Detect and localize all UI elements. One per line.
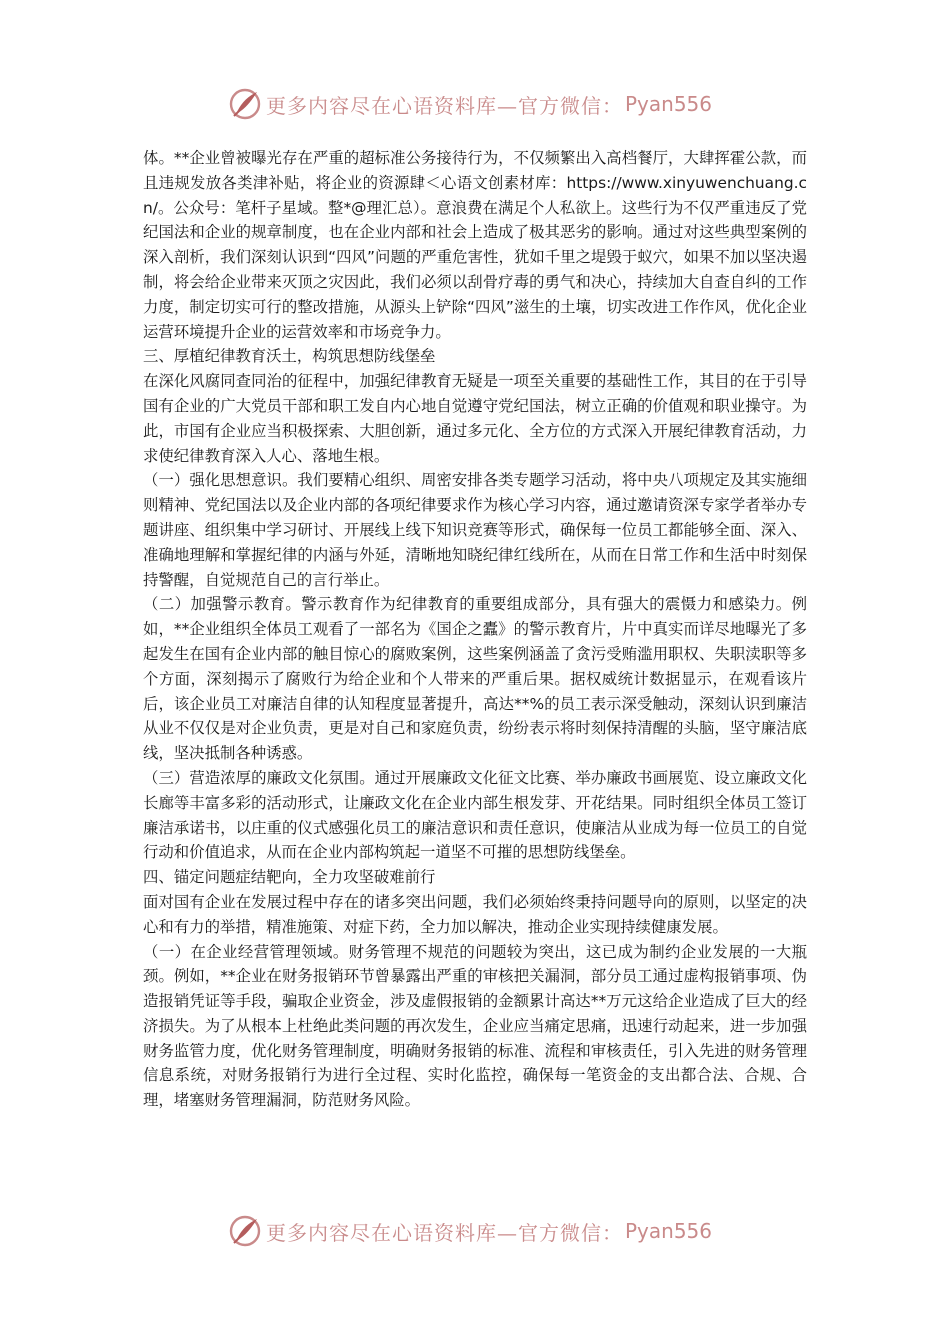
paragraph: （二）加强警示教育。警示教育作为纪律教育的重要组成部分，具有强大的震慑力和感染力。例如，**企业组织全体员工观看了一部名为《国企之蠹》的警示教育片，片中真实而详尽地曝光了多起发生在国有企业内部的触目惊心的腐败案例，这些案例涵盖了贪污受贿滥用职权、失职渎职等多个方面，深刻揭示了腐败行为给企业和个人带来的严重后果。据权威统计数据显示，在观看该片后，该企业员工对廉洁自律的认知程度显著提升，高达**%的员工表示深受触动，深刻认识到廉洁从业不仅仅是对企业负责，更是对自己和家庭负责，纷纷表示将时刻保持清醒的头脑，坚守廉洁底线，坚决抵制各种诱惑。 [143, 595, 807, 763]
banner-wechat-id: Pyan556 [625, 1219, 713, 1243]
quill-logo-icon [228, 87, 262, 121]
paragraph: （一）在企业经营管理领域。财务管理不规范的问题较为突出，这已成为制约企业发展的一大瓶颈。例如，**企业在财务报销环节曾暴露出严重的审核把关漏洞，部分员工通过虚构报销事项、伪造报销凭证等手段，骗取企业资金，涉及虚假报销的金额累计高达**万元这给企业造成了巨大的经济损失。为了从根本上杜绝此类问题的再次发生，企业应当痛定思痛，迅速行动起来，进一步加强财务监管力度，优化财务管理制度，明确财务报销的标准、流程和审核责任，引入先进的财务管理信息系统，对财务报销行为进行全过程、实时化监控，确保每一笔资金的支出都合法、合规、合理，堵塞财务管理漏洞，防范财务风险。 [143, 942, 807, 1110]
banner-text: 更多内容尽在心语资料库—官方微信： [266, 1220, 623, 1245]
document-body [143, 146, 807, 1113]
footer-watermark-banner [228, 1211, 712, 1251]
paragraph: （一）强化思想意识。我们要精心组织、周密安排各类专题学习活动，将中央八项规定及其实施细则精神、党纪国法以及企业内部的各项纪律要求作为核心学习内容，通过邀请资深专家学者举办专题讲座、组织集中学习研讨、开展线上线下知识竞赛等形式，确保每一位员工都能够全面、深入、准确地理解和掌握纪律的内涵与外延，清晰地知晓纪律红线所在，从而在日常工作和生活中时刻保持警醒，自觉规范自己的言行举止。 [143, 471, 807, 589]
paragraph: 面对国有企业在发展过程中存在的诸多突出问题，我们必须始终秉持问题导向的原则，以坚定的决心和有力的举措，精准施策、对症下药，全力加以解决，推动企业实现持续健康发展。 [143, 892, 807, 936]
paragraph: 体。**企业曾被曝光存在严重的超标准公务接待行为，不仅频繁出入高档餐厅，大肆挥霍公款，而且违规发放各类津补贴，将企业的资源肆＜心语文创素材库：https://www.xinyuwenchuang.cn/。公众号：笔杆子星域。整*@理汇总）。意浪费在满足个人私欲上。这些行为不仅严重违反了党纪国法和企业的规章制度，也在企业内部和社会上造成了极其恶劣的影响。通过对这些典型案例的深入剖析，我们深刻认识到“四风”问题的严重危害性，犹如千里之堤毁于蚁穴，如果不加以坚决遏制，将会给企业带来灭顶之灾因此，我们必须以刮骨疗毒的勇气和决心，持续加大自查自纠的工作力度，制定切实可行的整改措施，从源头上铲除“四风”滋生的土壤，切实改进工作作风，优化企业运营环境提升企业的运营效率和市场竞争力。 [143, 149, 807, 341]
section-heading: 四、锚定问题症结靶向，全力攻坚破难前行 [143, 868, 436, 887]
paragraph: （三）营造浓厚的廉政文化氛围。通过开展廉政文化征文比赛、举办廉政书画展览、设立廉政文化长廊等丰富多彩的活动形式，让廉政文化在企业内部生根发芽、开花结果。同时组织全体员工签订廉洁承诺书，以庄重的仪式感强化员工的廉洁意识和责任意识，使廉洁从业成为每一位员工的自觉行动和价值追求，从而在企业内部构筑起一道坚不可摧的思想防线堡垒。 [143, 768, 807, 862]
section-heading: 三、厚植纪律教育沃土，构筑思想防线堡垒 [143, 347, 436, 366]
paragraph: 在深化风腐同查同治的征程中，加强纪律教育无疑是一项至关重要的基础性工作，其目的在于引导国有企业的广大党员干部和职工发自内心地自觉遵守党纪国法，树立正确的价值观和职业操守。为此，市国有企业应当积极探索、大胆创新，通过多元化、全方位的方式深入开展纪律教育活动，力求使纪律教育深入人心、落地生根。 [143, 372, 807, 465]
banner-wechat-id: Pyan556 [625, 92, 713, 116]
banner-text: 更多内容尽在心语资料库—官方微信： [266, 93, 623, 118]
quill-logo-icon [228, 1214, 262, 1248]
header-watermark-banner [228, 84, 712, 124]
